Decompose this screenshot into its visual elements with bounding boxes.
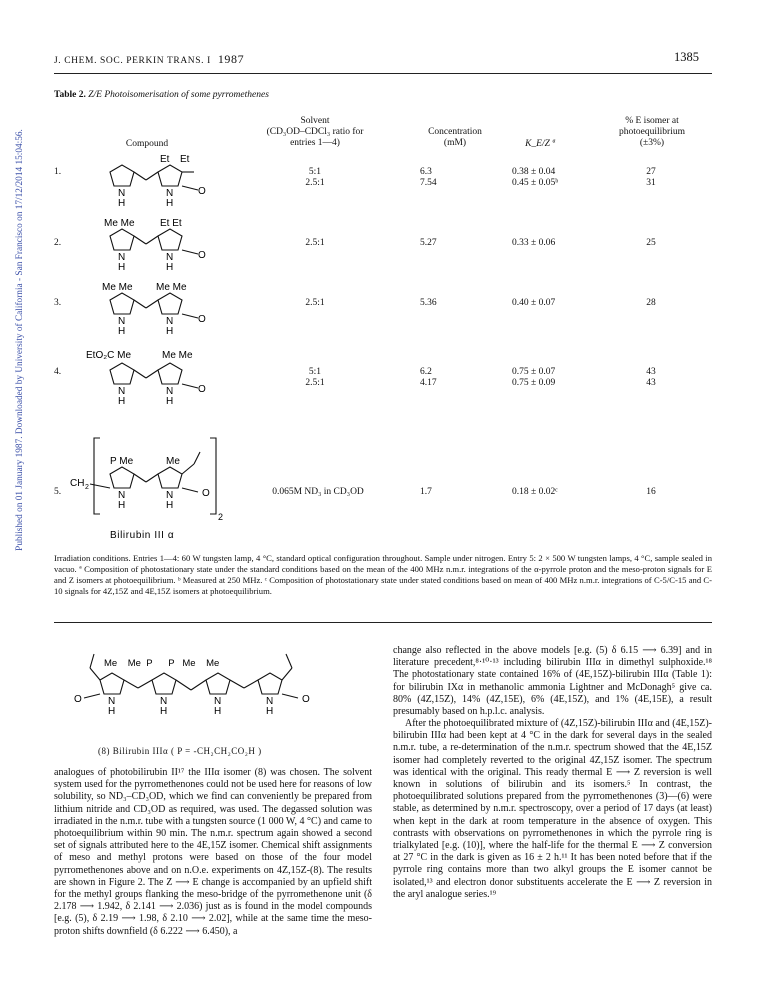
cell-solvent: 2.5:1 bbox=[305, 238, 325, 248]
svg-text:N: N bbox=[108, 696, 116, 707]
svg-text:H: H bbox=[118, 326, 126, 337]
table-title: Z/E Photoisomerisation of some pyrromethenes bbox=[88, 90, 269, 100]
svg-text:2: 2 bbox=[218, 512, 224, 522]
svg-text:O: O bbox=[198, 384, 206, 395]
download-note: Published on 01 January 1987. Downloaded by University of California - San Francisco on 17/12/2014 15:04:56. bbox=[15, 129, 25, 551]
svg-text:O: O bbox=[198, 186, 206, 197]
svg-text:N: N bbox=[214, 696, 222, 707]
svg-text:H: H bbox=[166, 198, 174, 209]
svg-text:N: N bbox=[166, 252, 174, 263]
cell-k: 0.40 ± 0.07 bbox=[512, 298, 556, 308]
right-column-paragraph-2: After the photoequilibrated mixture of (4Z,15Z)-bilirubin IIIα and (4E,15Z)-bilirubin IIIα had been kept at 4 °C in the dark for several days in the sealed n.m.r. tube, a re-determination of the n.m.r. spectrum showed that the 4E,15Z isomer had completely reverted to the original 4Z,15Z isomer. The spectrum was identical with the original. This ready thermal E ⟶ Z reversion is well known in solutions of bilirubin and its isomers.⁵ In contrast, the photoequilibrated solutions prepared from the pyrromethenones (3)—(6) were stable, as determined by n.m.r. spectroscopy, over a period of 17 days (at least) when kept in the dark at room temperature in the absence of oxygen. This contrasts with observations on pyrromethenones in which the pyrrole ring is trialkylated [e.g. (10)], where the half-life for the thermal E ⟶ Z conversion at 27 °C in the dark is given as 16 ± 2 h.¹¹ It has been noted before that if the pyrrole ring contains more than two alkyl groups the E isomer cannot be isolated,¹³ and electron donor substituents accelerate the E ⟶ Z reversion in the aryl analogue series.¹⁹ bbox=[393, 718, 712, 900]
cell-solvent: 0.065M ND₃ in CD₃OD bbox=[272, 487, 364, 497]
cell-e-isomer: 27 31 bbox=[646, 167, 656, 188]
substituent-label: EtO₂C Me bbox=[86, 350, 131, 361]
svg-text:O: O bbox=[202, 488, 210, 499]
substituent-label: Me Me bbox=[156, 282, 187, 293]
row-number: 2. bbox=[54, 238, 62, 248]
cell-e-isomer: 25 bbox=[646, 238, 656, 248]
row-number: 1. bbox=[54, 167, 62, 177]
journal-name: J. CHEM. SOC. PERKIN TRANS. I bbox=[54, 56, 211, 66]
svg-text:N: N bbox=[118, 386, 126, 397]
svg-text:N: N bbox=[166, 316, 174, 327]
bilirubin-8-structure bbox=[60, 640, 350, 740]
cell-k: 0.33 ± 0.06 bbox=[512, 238, 556, 248]
svg-text:H: H bbox=[266, 706, 274, 717]
svg-text:H: H bbox=[118, 198, 126, 209]
table-end-rule bbox=[54, 622, 712, 623]
cell-k: 0.18 ± 0.02ᶜ bbox=[512, 487, 558, 497]
structure8-substituents: Me Me P P Me Me bbox=[104, 658, 220, 669]
svg-text:H: H bbox=[166, 262, 174, 273]
svg-text:H: H bbox=[118, 396, 126, 407]
running-header bbox=[54, 52, 244, 67]
svg-text:O: O bbox=[198, 250, 206, 261]
svg-text:H: H bbox=[214, 706, 222, 717]
svg-text:N: N bbox=[118, 490, 126, 501]
svg-text:O: O bbox=[302, 694, 310, 705]
journal-year: 1987 bbox=[217, 52, 245, 66]
substituent-label: Me Me bbox=[162, 350, 193, 361]
th-concentration: Concentration (mM) bbox=[428, 127, 482, 148]
substituent-label: Me Me bbox=[104, 218, 135, 229]
table-caption bbox=[54, 90, 269, 100]
svg-text:N: N bbox=[160, 696, 168, 707]
row-number: 3. bbox=[54, 298, 62, 308]
th-compound: Compound bbox=[125, 139, 169, 149]
svg-text:N: N bbox=[118, 316, 126, 327]
svg-text:N: N bbox=[118, 188, 126, 199]
cell-k: 0.38 ± 0.04 0.45 ± 0.05ᵇ bbox=[512, 167, 559, 188]
cell-e-isomer: 16 bbox=[646, 487, 656, 497]
cell-concentration: 5.36 bbox=[420, 298, 437, 308]
right-column-paragraph-1: change also reflected in the above models [e.g. (5) δ 6.15 ⟶ 6.39] and in literature precedent,⁸·¹⁰·¹³ including bilirubin IIIα in dimethyl sulphoxide.¹⁸ The photostationary state contained 16% of (4E,15Z)-bilirubin IIIα (Table 1): for bilirubin IXα in methanolic ammonia Lightner and McDonagh⁵ give ca. 80% (4Z,15Z), 14% (4Z,15E), 6% (4E,15Z), and 1% (4E,15E), a result presumably based on h.p.l.c. analysis. bbox=[393, 645, 712, 718]
cell-e-isomer: 28 bbox=[646, 298, 656, 308]
cell-solvent: 5:1 2.5:1 bbox=[305, 367, 325, 388]
page-number: 1385 bbox=[674, 50, 699, 64]
bilirubin-label: Bilirubin III α bbox=[110, 530, 175, 541]
row-number: 5. bbox=[54, 487, 62, 497]
compound-4-structure bbox=[84, 346, 234, 412]
table-label: Table 2. bbox=[54, 90, 86, 100]
compound-3-structure bbox=[90, 278, 230, 340]
svg-text:CH: CH bbox=[70, 478, 85, 489]
substituent-label: Et bbox=[180, 154, 190, 165]
svg-text:H: H bbox=[166, 326, 174, 337]
substituent-label: Me bbox=[166, 456, 180, 467]
svg-text:N: N bbox=[266, 696, 274, 707]
svg-text:O: O bbox=[74, 694, 82, 705]
svg-text:H: H bbox=[118, 500, 126, 511]
svg-text:H: H bbox=[160, 706, 168, 717]
row-number: 4. bbox=[54, 367, 62, 377]
substituent-label: Et bbox=[160, 154, 170, 165]
structure8-caption: (8) Bilirubin IIIα ( P = -CH₂CH₂CO₂H ) bbox=[98, 746, 262, 756]
cell-solvent: 5:1 2.5:1 bbox=[305, 167, 325, 188]
bilirubin-structure bbox=[70, 432, 240, 544]
substituent-label: Et Et bbox=[160, 218, 182, 229]
cell-e-isomer: 43 43 bbox=[646, 367, 656, 388]
left-column-text: analogues of photobilirubin II¹⁷ the IIIα isomer (8) was chosen. The solvent system used for the pyrromethenones could not be used here for reasons of low solubility, so ND₃–CD₃OD, which we find can conveniently be prepared from lithium nitride and CD₃OD as required, was used. The degassed solution was irradiated in the n.m.r. tube with a tungsten source (1 000 W, 4 °C) and came to photoequilibrium within 90 min. The n.m.r. spectrum again showed a second set of signals attributed here to the 4E,15Z isomer. Chemical shift assignments of meso and methyl protons were based on those of the four model pyrromethenones above and on n.O.e. experiments on 4Z,15Z-(8). The results are shown in Figure 2. The Z ⟶ E change is accompanied by an upfield shift for the methyl groups flanking the meso-bridge of the pyrromethenone unit (δ 2.178 ⟶ 1.942, δ 2.141 ⟶ 2.036) just as is found in the model compounds [e.g. (5), δ 2.19 ⟶ 1.98, δ 2.10 ⟶ 2.02], while at the same time the meso-proton shifts downfield (δ 6.222 ⟶ 6.450), a bbox=[54, 767, 372, 937]
compound-1-structure bbox=[90, 150, 220, 210]
svg-text:N: N bbox=[166, 490, 174, 501]
compound-2-structure bbox=[90, 214, 220, 274]
th-solvent: Solvent (CD₃OD–CDCl₃ ratio for entries 1—4) bbox=[266, 116, 364, 148]
svg-text:N: N bbox=[166, 188, 174, 199]
cell-concentration: 6.3 7.54 bbox=[420, 167, 437, 188]
svg-text:H: H bbox=[166, 500, 174, 511]
svg-text:N: N bbox=[166, 386, 174, 397]
cell-concentration: 6.2 4.17 bbox=[420, 367, 437, 388]
th-k: K_E/Z ª bbox=[525, 139, 555, 149]
svg-text:O: O bbox=[198, 314, 206, 325]
svg-text:2: 2 bbox=[85, 484, 89, 491]
cell-solvent: 2.5:1 bbox=[305, 298, 325, 308]
substituent-label: P Me bbox=[110, 456, 134, 467]
header-rule bbox=[54, 73, 712, 74]
svg-text:H: H bbox=[108, 706, 116, 717]
svg-text:H: H bbox=[166, 396, 174, 407]
th-e-isomer: % E isomer at photoequilibrium (±3%) bbox=[619, 116, 685, 148]
svg-text:H: H bbox=[118, 262, 126, 273]
svg-text:N: N bbox=[118, 252, 126, 263]
cell-concentration: 1.7 bbox=[420, 487, 432, 497]
cell-concentration: 5.27 bbox=[420, 238, 437, 248]
table-footnote: Irradiation conditions. Entries 1—4: 60 W tungsten lamp, 4 °C, standard optical configuration throughout. Sample under nitrogen. Entry 5: 2 × 500 W tungsten lamps, 4 °C, sample sealed in vacuo. ª Composition of photostationary state under the standard conditions based on the mean of the 400 MHz n.m.r. integrations of the α-pyrrole proton and the meso-proton signals for E and Z isomers at photoequilibrium. ᵇ Measured at 250 MHz. ᶜ Composition of photostationary state under stated conditions based on mean of 400 MHz n.m.r. integrations of C-5/C-15 and C-10 signals for 4Z,15Z and 4E,15Z isomers at photoequilibrium. bbox=[54, 553, 712, 596]
substituent-label: Me Me bbox=[102, 282, 133, 293]
cell-k: 0.75 ± 0.07 0.75 ± 0.09 bbox=[512, 367, 556, 388]
